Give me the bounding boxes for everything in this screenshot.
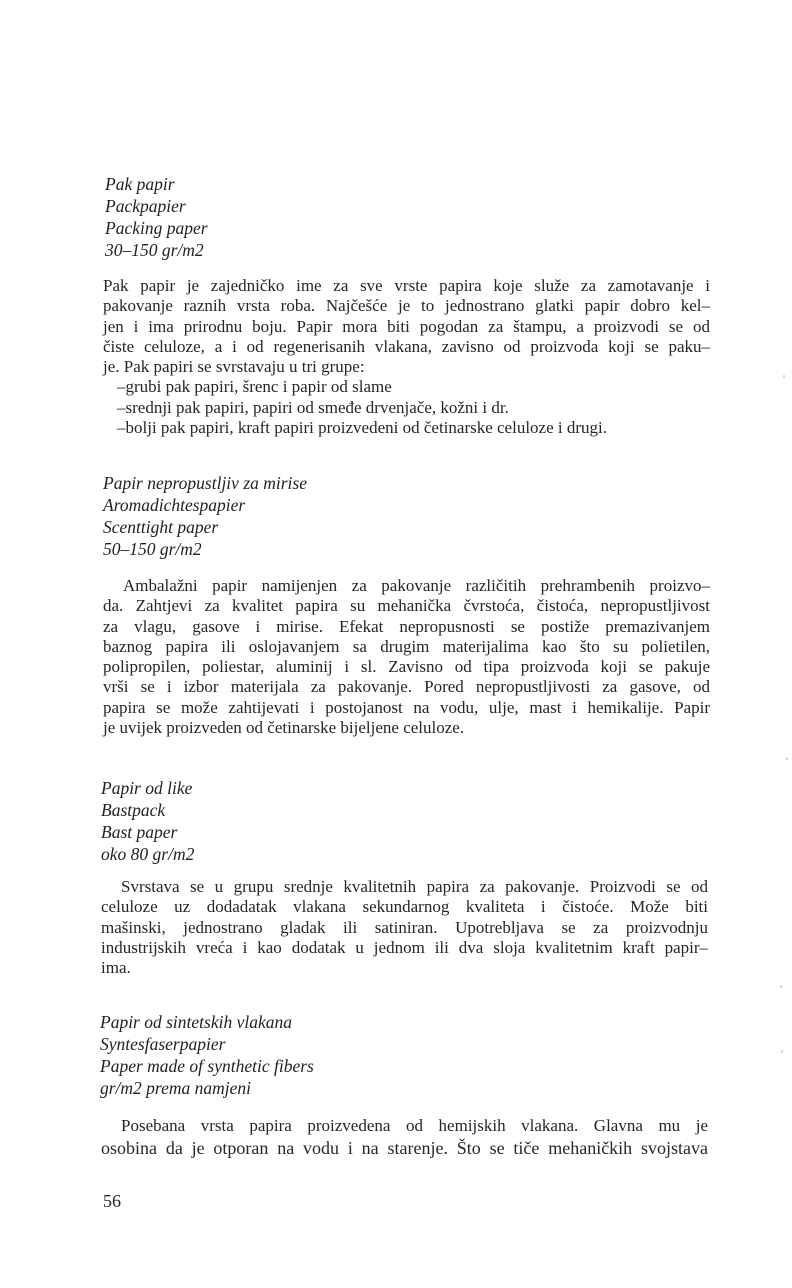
section-heading-papir-od-like bbox=[101, 777, 194, 865]
heading-grammage: gr/m2 prema namjeni bbox=[100, 1078, 252, 1098]
heading-german: Packpapier bbox=[105, 196, 186, 216]
scan-mark bbox=[780, 985, 782, 988]
page-number: 56 bbox=[103, 1191, 121, 1211]
heading-grammage: oko 80 gr/m2 bbox=[101, 844, 195, 864]
scan-mark bbox=[786, 757, 788, 760]
paragraph-line: papira se može zahtijevati i postojanost na vodu, ulje, mast i hemikalije. Papir bbox=[103, 697, 710, 717]
list-item: –grubi pak papiri, šrenc i papir od slame bbox=[117, 377, 392, 397]
heading-grammage: 30–150 gr/m2 bbox=[105, 240, 204, 260]
heading-english: Paper made of synthetic fibers bbox=[100, 1056, 314, 1076]
paragraph-line: za vlagu, gasove i mirise. Efekat nepropusnosti se postiže premazivanjem bbox=[103, 616, 710, 636]
scan-mark bbox=[783, 375, 785, 378]
paragraph-sintetska-vlakna bbox=[101, 1114, 708, 1160]
heading-german: Syntesfaserpapier bbox=[100, 1034, 226, 1054]
paragraph-line: je. Pak papiri se svrstavaju u tri grupe: bbox=[103, 357, 365, 377]
paragraph-line: ima. bbox=[101, 958, 131, 978]
heading-bosnian: Papir nepropustljiv za mirise bbox=[103, 473, 308, 493]
paragraph-line: pakovanje raznih vrsta roba. Najčešće je to jednostrano glatki papir dobro kel– bbox=[103, 296, 710, 316]
heading-bosnian: Papir od sintetskih vlakana bbox=[100, 1012, 292, 1032]
paragraph-line: Posebana vrsta papira proizvedena od hemijskih vlakana. Glavna mu je bbox=[121, 1116, 708, 1135]
paragraph-line: industrijskih vreća i kao dodatak u jednom ili dva sloja kvalitetnim kraft papir– bbox=[101, 937, 708, 957]
list-item: –bolji pak papiri, kraft papiri proizvedeni od četinarske celuloze i drugi. bbox=[117, 418, 607, 438]
heading-grammage: 50–150 gr/m2 bbox=[103, 539, 202, 559]
section-heading-pak-papir bbox=[105, 173, 208, 261]
paragraph-line: Svrstava se u grupu srednje kvalitetnih papira za pakovanje. Proizvodi se od bbox=[121, 877, 708, 896]
paragraph-line: Ambalažni papir namijenjen za pakovanje različitih prehrambenih proizvo– bbox=[123, 576, 710, 595]
paragraph-papir-od-like bbox=[101, 877, 708, 978]
paragraph-line: Pak papir je zajedničko ime za sve vrste papira koje služe za zamotavanje i bbox=[103, 276, 710, 295]
heading-english: Bast paper bbox=[101, 822, 178, 842]
list-item: –srednji pak papiri, papiri od smeđe drvenjače, kožni i dr. bbox=[117, 397, 509, 417]
paragraph-line: vrši se i izbor materijala za pakovanje. Pored nepropustljivosti za gasove, od bbox=[103, 677, 710, 697]
scan-mark bbox=[781, 1050, 783, 1053]
heading-german: Aromadichtespapier bbox=[103, 495, 246, 515]
paragraph-line: čiste celuloze, a i od regenerisanih vlakana, zavisno od proizvoda koji se paku– bbox=[103, 336, 710, 356]
heading-bosnian: Papir od like bbox=[101, 778, 193, 798]
paragraph-line: baznog papira ili oslojavanjem sa drugim materijalima kao što su polietilen, bbox=[103, 636, 710, 656]
paragraph-nepropustljiv bbox=[103, 576, 710, 738]
paragraph-line: celuloze uz dodadatak vlakana sekundarnog kvaliteta i čistoće. Može biti bbox=[101, 897, 708, 917]
paragraph-line: da. Zahtjevi za kvalitet papira su mehanička čvrstoća, čistoća, nepropustljivost bbox=[103, 596, 710, 616]
heading-bosnian: Pak papir bbox=[105, 174, 175, 194]
paragraph-line: je uvijek proizveden od četinarske bijeljene celuloze. bbox=[103, 718, 465, 738]
heading-english: Scenttight paper bbox=[103, 517, 219, 537]
heading-english: Packing paper bbox=[105, 218, 208, 238]
section-heading-nepropustljiv bbox=[103, 472, 307, 560]
paragraph-line: osobina da je otporan na vodu i na starenje. Što se tiče mehaničkih svojstava bbox=[101, 1138, 708, 1158]
paragraph-line: mašinski, jednostrano gladak ili satiniran. Upotrebljava se za proizvodnju bbox=[101, 917, 708, 937]
paragraph-line: polipropilen, poliestar, aluminij i sl. Zavisno od tipa proizvoda koji se pakuje bbox=[103, 657, 710, 677]
heading-german: Bastpack bbox=[101, 800, 166, 820]
section-heading-sintetska-vlakna bbox=[100, 1011, 314, 1099]
paragraph-line: jen i ima prirodnu boju. Papir mora biti pogodan za štampu, a proizvodi se od bbox=[103, 316, 710, 336]
paragraph-pak-papir bbox=[103, 276, 710, 438]
